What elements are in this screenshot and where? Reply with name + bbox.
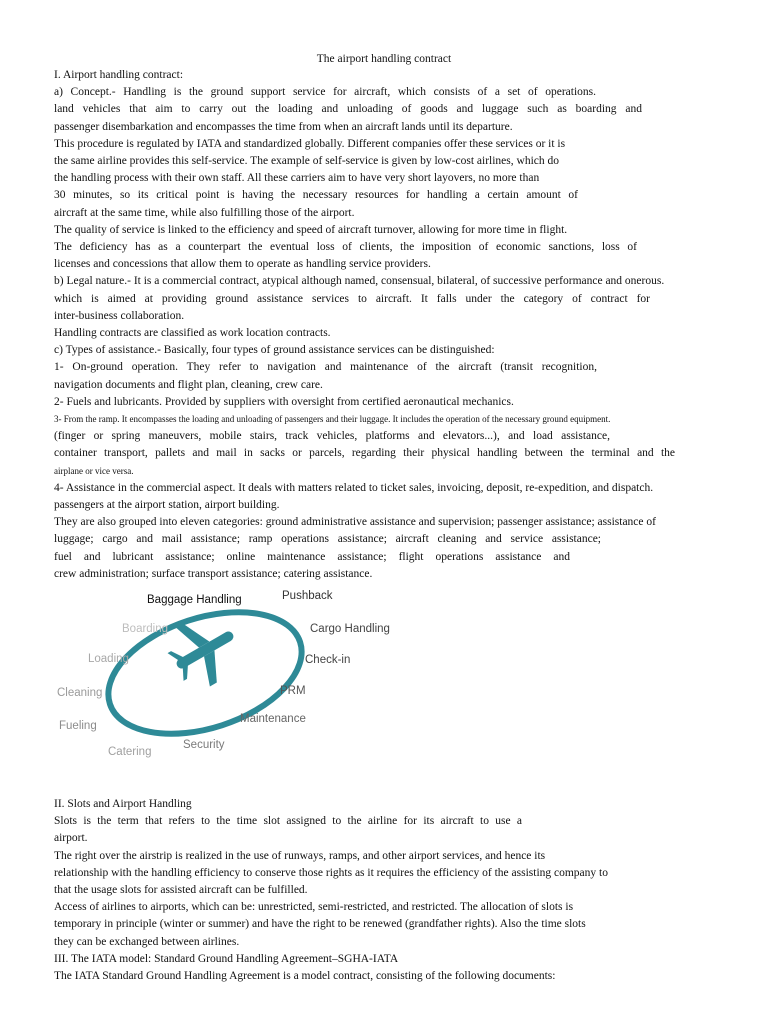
text-line: They are also grouped into eleven categories: ground administrative assistance and supervision; passenger assistance; assistance of (54, 516, 656, 529)
text-line: container transport, pallets and mail in sacks or parcels, regarding their physical handling between the terminal and the (54, 447, 675, 460)
text-line: land vehicles that aim to carry out the loading and unloading of goods and luggage such as boarding and (54, 103, 642, 116)
text-line: they can be exchanged between airlines. (54, 935, 240, 948)
text-line: aircraft at the same time, while also fulfilling those of the airport. (54, 206, 355, 219)
text-line: inter-business collaboration. (54, 309, 185, 322)
document-title: The airport handling contract (316, 53, 452, 65)
text-line: II. Slots and Airport Handling (54, 798, 192, 810)
label-cargo-handling: Cargo Handling (310, 623, 390, 635)
text-line: Access of airlines to airports, which can be: unrestricted, semi-restricted, and restricted. The allocation of slots is (54, 901, 574, 914)
text-line: The right over the airstrip is realized in the use of runways, ramps, and other airport services, and hence its (54, 849, 546, 862)
label-boarding: Boarding (122, 623, 169, 635)
label-maintenance: Maintenance (240, 713, 306, 725)
section-2-text (54, 796, 724, 985)
label-catering: Catering (108, 746, 152, 758)
text-line: (finger or spring maneuvers, mobile stairs, track vehicles, platforms and elevators...), and load assistance, (54, 430, 610, 443)
text-line: the same airline provides this self-service. The example of self-service is given by low-cost airlines, which do (54, 155, 559, 168)
label-check-in: Check-in (305, 654, 351, 666)
text-line: Slots is the term that refers to the time slot assigned to the airline for its aircraft to use a (54, 815, 522, 828)
text-line: The quality of service is linked to the efficiency and speed of aircraft turnover, allowing for more time in flight. (54, 223, 568, 236)
text-line: This procedure is regulated by IATA and standardized globally. Different companies offer these services or it is (54, 137, 566, 150)
label-baggage-handling: Baggage Handling (147, 594, 242, 606)
label-security: Security (183, 739, 225, 751)
text-line: b) Legal nature.- It is a commercial contract, atypical although named, consensual, bilateral, of successive performance and onerous. (54, 275, 665, 288)
text-line: passengers at the airport station, airport building. (54, 499, 280, 512)
label-fueling: Fueling (59, 720, 97, 732)
text-line: 3- From the ramp. It encompasses the loading and unloading of passengers and their luggage. It includes the operation of the necessary ground equipment. (54, 414, 611, 425)
text-line: 1- On-ground operation. They refer to navigation and maintenance of the aircraft (transit recognition, (54, 361, 597, 374)
text-line: a) Concept.- Handling is the ground support service for aircraft, which consists of a set of operations. (54, 86, 596, 99)
text-line: The deficiency has as a counterpart the eventual loss of clients, the imposition of economic sanctions, loss of (54, 241, 637, 254)
text-line: I. Airport handling contract: (54, 69, 184, 81)
section-1-text (54, 67, 724, 583)
label-cleaning: Cleaning (57, 687, 103, 699)
text-line: relationship with the handling efficiency to conserve those rights as it requires the efficiency of the assisting company to (54, 866, 608, 879)
label-loading: Loading (88, 653, 129, 665)
text-line: navigation documents and flight plan, cleaning, crew care. (54, 378, 323, 391)
text-line: fuel and lubricant assistance; online maintenance assistance; flight operations assistance and (54, 550, 570, 563)
text-line: airplane or vice versa. (54, 465, 134, 476)
text-line: that the usage slots for assisted aircraft can be fulfilled. (54, 884, 308, 897)
text-line: III. The IATA model: Standard Ground Handling Agreement–SGHA-IATA (54, 952, 399, 965)
text-line: c) Types of assistance.- Basically, four types of ground assistance services can be distinguished: (54, 344, 495, 357)
text-line: 2- Fuels and lubricants. Provided by suppliers with oversight from certified aeronautical mechanics. (54, 395, 514, 408)
ground-handling-diagram (50, 585, 410, 760)
text-line: 4- Assistance in the commercial aspect. It deals with matters related to ticket sales, invoicing, deposit, re-expedition, and dispatch. (54, 481, 654, 494)
label-pushback: Pushback (282, 590, 333, 602)
text-line: 30 minutes, so its critical point is having the necessary resources for handling a certain amount of (54, 189, 578, 202)
text-line: crew administration; surface transport assistance; catering assistance. (54, 567, 373, 580)
text-line: airport. (54, 832, 88, 845)
text-line: temporary in principle (winter or summer) and have the right to be renewed (grandfather rights). Also the time slots (54, 918, 586, 931)
label-prm: PRM (280, 685, 306, 697)
text-line: which is aimed at providing ground assistance services to aircraft. It falls under the category of contract for (54, 292, 650, 305)
orbit-ring (93, 590, 317, 756)
text-line: luggage; cargo and mail assistance; ramp operations assistance; aircraft cleaning and service assistance; (54, 533, 601, 546)
text-line: Handling contracts are classified as work location contracts. (54, 327, 331, 340)
text-line: the handling process with their own staff. All these carriers aim to have very short layovers, no more than (54, 172, 540, 185)
text-line: passenger disembarkation and encompasses the time from when an aircraft lands until its departure. (54, 120, 513, 133)
text-line: The IATA Standard Ground Handling Agreement is a model contract, consisting of the following documents: (54, 970, 556, 983)
text-line: licenses and concessions that allow them to operate as handling service providers. (54, 258, 431, 271)
